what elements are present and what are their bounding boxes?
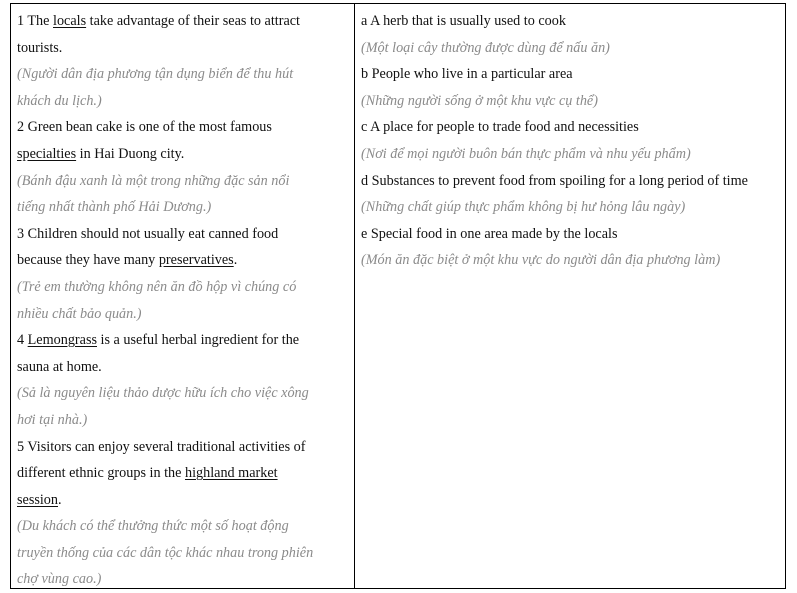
definition-text: Substances to prevent food from spoiling for a long period of time [371, 172, 748, 189]
definition-item [361, 114, 779, 167]
definition-letter: d [361, 172, 369, 189]
target-word: session [17, 491, 58, 508]
definition-text: People who live in a particular area [371, 66, 573, 83]
definition-text: A herb that is usually used to cook [370, 13, 566, 29]
translation-text: (Những người sống ở một khu vực cụ thể) [361, 92, 598, 109]
definition-text: A place for people to trade food and necessities [370, 119, 639, 136]
sentence-item: 2 Green bean cake is one of the most famous specialties in Hai Duong city. (Bánh đậu xanh là một trong những đặc sản nổi tiếng nhất thành phố Hải Dương.) [17, 114, 348, 220]
translation-text: (Những chất giúp thực phẩm không bị hư hỏng lâu ngày) [361, 199, 686, 216]
translation-text: (Một loại cây thường được dùng để nấu ăn) [361, 39, 610, 56]
target-word: Lemongrass [27, 332, 97, 349]
definition-item [361, 168, 779, 221]
sentence-number: 4 [17, 332, 25, 349]
translation-text: nhiều chất bảo quản.) [17, 305, 142, 322]
sentence-number: 2 [17, 119, 25, 136]
sentence-number: 5 [17, 438, 25, 455]
sentence-item: 3 Children should not usually eat canned food because they have many preservatives. (Trẻ em thường không nên ăn đồ hộp vì chúng có nhiều chất bảo quản.) [17, 221, 348, 327]
translation-text: truyền thống của các dân tộc khác nhau trong phiên [17, 544, 314, 561]
translation-text: tiếng nhất thành phố Hải Dương.) [17, 199, 212, 216]
translation-text: (Món ăn đặc biệt ở một khu vực do người dân địa phương làm) [361, 252, 721, 269]
sentence-item: 4 Lemongrass is a useful herbal ingredient for the sauna at home. (Sả là nguyên liệu thảo dược hữu ích cho việc xông hơi tại nhà.) [17, 327, 348, 433]
definition-item [361, 8, 779, 61]
definition-item [361, 61, 779, 114]
definition-letter: b [361, 66, 369, 83]
definition-text: Special food in one area made by the locals [370, 225, 618, 242]
sentence-item: 5 Visitors can enjoy several traditional activities of different ethnic groups in the highland market session. (Du khách có thể thưởng thức một số hoạt động truyền thống của các dân tộc khác nhau trong phiên chợ vùng cao.) [17, 434, 348, 593]
translation-text: hơi tại nhà.) [17, 411, 88, 428]
translation-text: chợ vùng cao.) [17, 571, 102, 588]
translation-text: (Sả là nguyên liệu thảo dược hữu ích cho việc xông [17, 385, 309, 402]
target-word: highland market [184, 465, 278, 482]
definition-letter: e [361, 225, 368, 242]
translation-text: khách du lịch.) [17, 92, 102, 109]
target-word: preservatives [158, 252, 234, 269]
definition-letter: a [361, 13, 368, 29]
definition-letter: c [361, 119, 368, 136]
translation-text: (Bánh đậu xanh là một trong những đặc sản nổi [17, 172, 290, 189]
sentence-text: tourists. [17, 39, 63, 56]
sentence-number: 1 [17, 13, 25, 29]
translation-text: (Trẻ em thường không nên ăn đồ hộp vì chúng có [17, 278, 297, 295]
target-word: locals [53, 13, 87, 29]
sentence-text: sauna at home. [17, 358, 102, 375]
definition-item [361, 221, 779, 274]
definitions-column [355, 4, 785, 588]
target-word: specialties [17, 145, 77, 162]
sentence-item: 1 The locals take advantage of their seas to attract tourists. (Người dân địa phương tận dụng biển để thu hút khách du lịch.) [17, 8, 348, 114]
translation-text: (Người dân địa phương tận dụng biển để thu hút [17, 66, 294, 83]
sentences-column [11, 4, 355, 588]
sentence-number: 3 [17, 225, 25, 242]
translation-text: (Nơi để mọi người buôn bán thực phẩm và nhu yếu phẩm) [361, 145, 691, 162]
matching-table [10, 3, 786, 589]
translation-text: (Du khách có thể thưởng thức một số hoạt động [17, 518, 289, 535]
